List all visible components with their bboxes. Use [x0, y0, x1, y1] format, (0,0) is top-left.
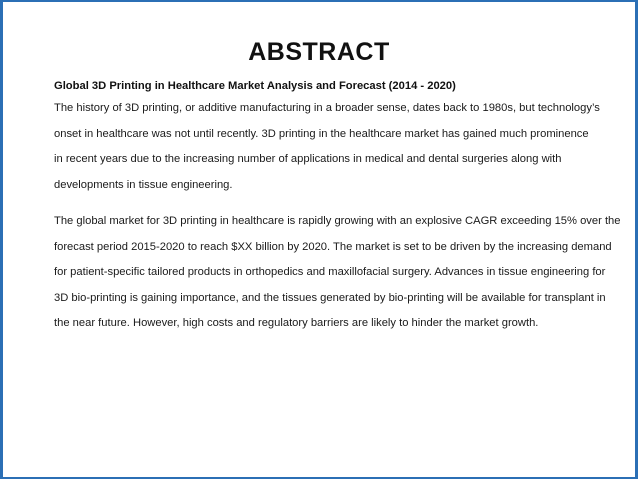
paragraph-line: developments in tissue engineering. [54, 178, 233, 191]
paragraph-line: onset in healthcare was not until recently. 3D printing in the healthcare market has gained much prominence [54, 127, 589, 140]
paragraph-line: The history of 3D printing, or additive manufacturing in a broader sense, dates back to 1980s, but technology’s [54, 102, 600, 114]
paragraph-line: the near future. However, high costs and regulatory barriers are likely to hinder the market growth. [54, 317, 539, 330]
paragraph-line: 3D bio-printing is gaining importance, and the tissues generated by bio-printing will be available for transplant in [54, 291, 606, 304]
paragraph-line: in recent years due to the increasing number of applications in medical and dental surgeries along with [54, 153, 562, 166]
report-subtitle: Global 3D Printing in Healthcare Market Analysis and Forecast (2014 - 2020) [54, 80, 456, 92]
paragraph-history [54, 96, 614, 198]
page-title: ABSTRACT [248, 38, 390, 66]
paragraph-line: forecast period 2015-2020 to reach $XX billion by 2020. The market is set to be driven by the increasing demand [54, 240, 612, 253]
paragraph-market [54, 209, 621, 337]
paragraph-line: for patient-specific tailored products in orthopedics and maxillofacial surgery. Advances in tissue engineering for [54, 266, 606, 279]
paragraph-line: The global market for 3D printing in healthcare is rapidly growing with an explosive CAGR exceeding 15% over the [54, 215, 621, 227]
